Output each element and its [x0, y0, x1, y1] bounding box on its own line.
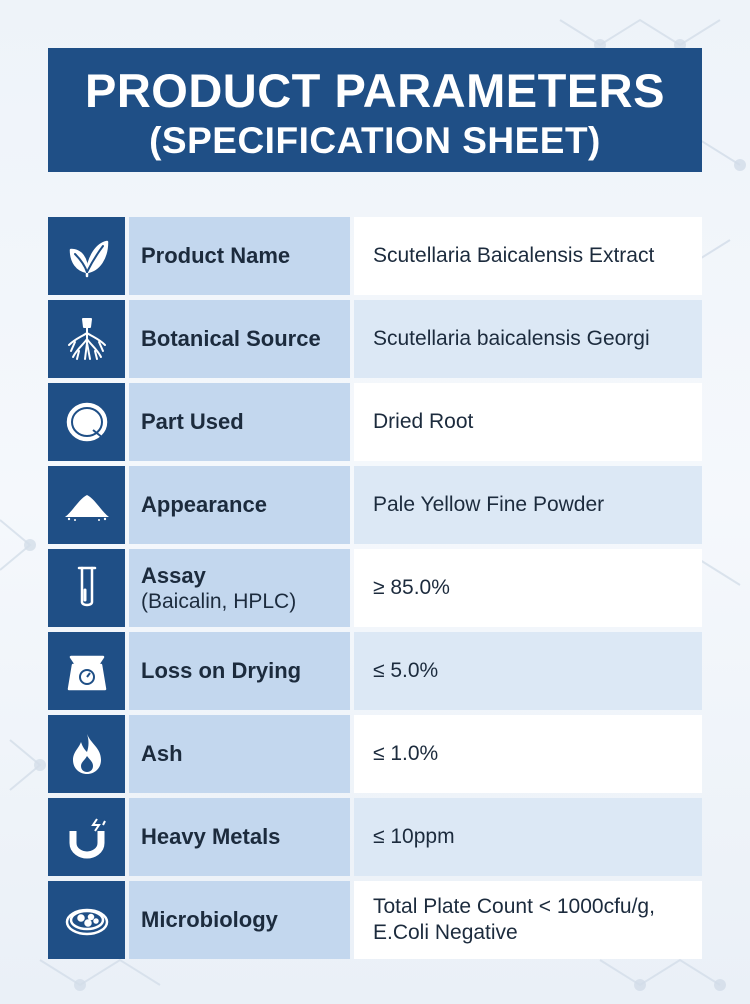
table-row [48, 881, 702, 959]
row-label: Ash [141, 741, 183, 766]
row-value: ≤ 5.0% [373, 659, 439, 682]
test-tube-icon [48, 549, 125, 627]
table-row [48, 798, 702, 876]
table-row [48, 383, 702, 461]
row-label-cell [129, 881, 350, 959]
row-label-cell [129, 383, 350, 461]
row-value: Pale Yellow Fine Powder [373, 493, 605, 516]
row-label-cell [129, 300, 350, 378]
table-row [48, 217, 702, 295]
row-value-cell [354, 383, 702, 461]
row-value: Scutellaria Baicalensis Extract [373, 244, 655, 267]
row-sublabel: (Baicalin, HPLC) [141, 589, 297, 613]
table-row [48, 466, 702, 544]
row-label: Botanical Source [141, 326, 321, 351]
row-value-cell [354, 881, 702, 959]
table-row [48, 715, 702, 793]
table-row [48, 300, 702, 378]
petri-dish-icon [48, 881, 125, 959]
row-value-line2: E.Coli Negative [373, 921, 518, 944]
row-value-cell [354, 217, 702, 295]
row-value [373, 894, 655, 946]
row-label-cell [129, 632, 350, 710]
row-label-cell [129, 549, 350, 627]
row-label-cell [129, 217, 350, 295]
row-label: Assay [141, 562, 206, 588]
row-value-line1: Total Plate Count < 1000cfu/g, [373, 895, 655, 918]
row-label: Appearance [141, 492, 267, 517]
row-value-cell [354, 549, 702, 627]
table-row [48, 632, 702, 710]
row-value: ≤ 1.0% [373, 742, 439, 765]
row-label: Heavy Metals [141, 824, 281, 849]
row-label: Part Used [141, 409, 244, 434]
page-subtitle: (SPECIFICATION SHEET) [149, 120, 601, 161]
row-label: Loss on Drying [141, 658, 302, 683]
table-row [48, 549, 702, 627]
row-value-cell [354, 632, 702, 710]
root-slice-icon [48, 383, 125, 461]
row-value: Scutellaria baicalensis Georgi [373, 327, 650, 350]
row-label: Product Name [141, 243, 291, 268]
row-value-cell [354, 300, 702, 378]
leaf-icon [48, 217, 125, 295]
row-value: Dried Root [373, 410, 474, 433]
magnet-icon [48, 798, 125, 876]
root-icon [48, 300, 125, 378]
row-value-cell [354, 466, 702, 544]
row-value-cell [354, 715, 702, 793]
specification-table [48, 217, 702, 964]
scale-icon [48, 632, 125, 710]
page-title-banner [48, 48, 702, 172]
row-label-cell [129, 466, 350, 544]
page-title: PRODUCT PARAMETERS [85, 64, 665, 117]
row-label-cell [129, 798, 350, 876]
powder-pile-icon [48, 466, 125, 544]
row-label: Microbiology [141, 907, 278, 932]
row-value: ≤ 10ppm [373, 825, 455, 848]
row-label-cell [129, 715, 350, 793]
row-value-cell [354, 798, 702, 876]
row-value: ≥ 85.0% [373, 576, 450, 599]
flame-icon [48, 715, 125, 793]
